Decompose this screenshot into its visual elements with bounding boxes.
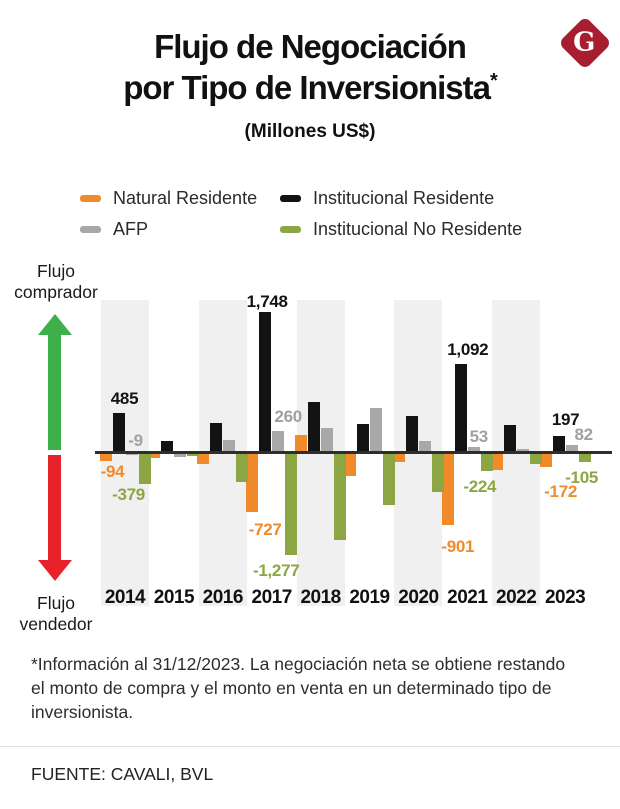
bar-2018-no_residente <box>334 454 346 540</box>
value-label-2017-afp: 260 <box>274 406 302 426</box>
legend-swatch <box>280 226 301 233</box>
bar-2023-no_residente <box>579 454 591 462</box>
value-label-2017-natural: -727 <box>248 519 282 539</box>
bar-2016-institucional <box>210 423 222 452</box>
legend-label: Institucional Residente <box>313 187 495 208</box>
legend-item-1 <box>80 187 257 209</box>
legend-item-3 <box>80 218 148 240</box>
value-label-2014-natural: -94 <box>100 462 125 482</box>
legend-item-4 <box>280 218 522 240</box>
value-label-2023-institucional: 197 <box>551 409 580 429</box>
bar-2018-natural <box>295 435 307 451</box>
value-label-2014-institucional: 485 <box>110 388 139 408</box>
legend-label: AFP <box>113 218 149 239</box>
year-label-2022: 2022 <box>496 587 537 608</box>
value-label-2014-afp: -9 <box>128 430 143 450</box>
title-asterisk: * <box>490 70 497 92</box>
legend-item-2 <box>280 187 494 209</box>
seller-arrow-down-icon <box>38 560 72 581</box>
bar-2019-afp <box>370 408 382 451</box>
year-label-2015: 2015 <box>153 587 195 608</box>
year-label-2023: 2023 <box>544 587 586 608</box>
year-label-2021: 2021 <box>447 587 488 608</box>
value-label-2021-natural: -901 <box>441 537 475 557</box>
footnote: *Información al 31/12/2023. La negociación neta se obtiene restando el monto de compra y el monto en venta en un determinado tipo de inversionista. <box>31 654 566 722</box>
footer-divider <box>0 746 620 747</box>
chart-subtitle: (Millones US$) <box>244 121 376 142</box>
page-title-line2: por Tipo de Inversionista* <box>123 69 497 106</box>
bar-2020-institucional <box>406 416 418 451</box>
bar-2016-afp <box>223 440 235 452</box>
value-label-2023-natural: -172 <box>544 482 577 502</box>
bar-2016-no_residente <box>236 454 248 482</box>
bar-2014-natural <box>100 454 112 461</box>
bar-2015-afp <box>174 454 186 458</box>
legend-swatch <box>80 195 101 202</box>
bar-2023-afp <box>566 445 578 452</box>
value-label-2017-no_residente: -1,277 <box>252 561 300 581</box>
legend-label: Natural Residente <box>113 187 258 208</box>
value-label-2021-afp: 53 <box>469 427 488 447</box>
legend-swatch <box>280 195 301 202</box>
bar-2019-institucional <box>357 424 369 452</box>
source: FUENTE: CAVALI, BVL <box>31 764 214 784</box>
bar-2019-no_residente <box>383 454 395 505</box>
value-label-2014-no_residente: -379 <box>112 484 145 504</box>
year-label-2020: 2020 <box>398 587 439 608</box>
gestion-logo-letter: G <box>573 27 596 58</box>
legend-swatch <box>80 226 101 233</box>
bar-2017-afp <box>272 431 284 452</box>
buyer-flow-label: Flujo comprador <box>14 261 98 302</box>
year-label-2016: 2016 <box>202 587 243 608</box>
bar-2017-institucional <box>259 312 271 451</box>
buyer-arrow-shaft <box>48 334 61 450</box>
value-label-2021-institucional: 1,092 <box>447 340 489 360</box>
value-label-2017-institucional: 1,748 <box>246 292 288 312</box>
year-label-2019: 2019 <box>349 587 390 608</box>
title-block <box>0 26 620 108</box>
year-label-2014: 2014 <box>104 587 146 608</box>
bar-2022-afp <box>517 449 529 451</box>
bar-2021-afp <box>468 447 480 451</box>
year-label-2017: 2017 <box>251 587 292 608</box>
bar-2015-no_residente <box>187 454 199 456</box>
year-label-2018: 2018 <box>300 587 341 608</box>
value-label-2021-no_residente: -224 <box>463 477 497 497</box>
seller-flow-label: Flujo vendedor <box>19 593 93 634</box>
bar-2017-no_residente <box>285 454 297 556</box>
value-label-2023-afp: 82 <box>574 424 593 444</box>
legend-label: Institucional No Residente <box>313 218 523 239</box>
bar-2014-afp <box>126 454 138 456</box>
buyer-arrow-up-icon <box>38 314 72 335</box>
page-title-line1: Flujo de Negociación <box>154 28 466 65</box>
bar-2021-no_residente <box>481 454 493 472</box>
bar-2022-no_residente <box>530 454 542 465</box>
bar-2018-afp <box>321 428 333 452</box>
value-label-2023-no_residente: -105 <box>565 467 598 487</box>
